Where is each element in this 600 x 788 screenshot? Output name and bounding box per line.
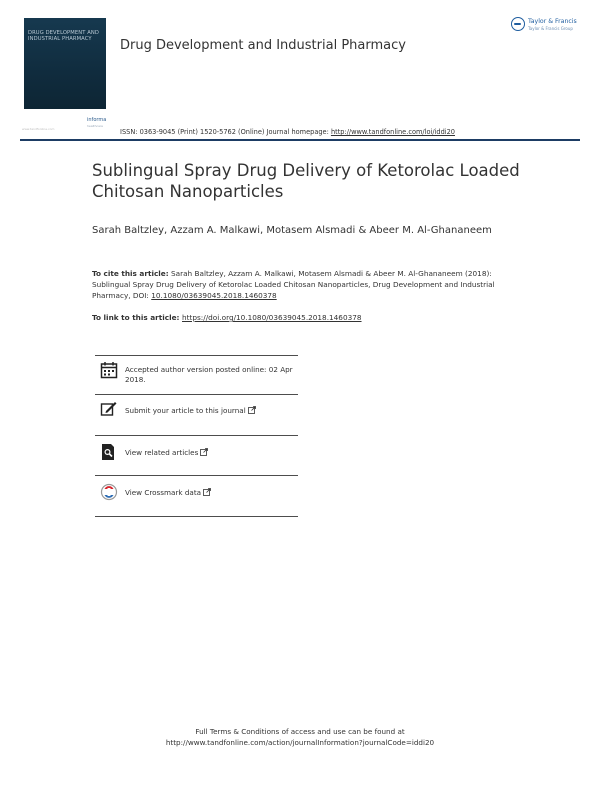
edit-icon: [100, 400, 118, 418]
crossmark-icon: [100, 483, 118, 501]
submit-article-label: Submit your article to this journal: [125, 406, 246, 415]
calendar-icon: [100, 361, 118, 379]
related-articles-label: View related articles: [125, 448, 199, 457]
informa-sub: healthcare: [87, 124, 103, 128]
external-link-icon: [203, 489, 211, 497]
logo-sub: Taylor & Francis Group: [528, 26, 573, 31]
box-divider: [95, 475, 298, 476]
footer-terms-link[interactable]: http://www.tandfonline.com/action/journalInformation?journalCode=iddi20: [165, 738, 435, 747]
crossmark-label: View Crossmark data: [125, 488, 202, 497]
logo-name: Taylor & Francis: [528, 18, 577, 25]
footer-line-1: Full Terms & Conditions of access and use can be found at: [195, 727, 405, 736]
box-divider: [95, 394, 298, 395]
article-title: Sublingual Spray Drug Delivery of Ketorolac Loaded Chitosan Nanoparticles: [92, 161, 520, 201]
journal-homepage-link[interactable]: http://www.tandfonline.com/loi/iddi20: [330, 128, 455, 136]
crossmark-link[interactable]: [125, 488, 297, 498]
external-link-icon: [200, 449, 208, 457]
box-divider: [95, 435, 298, 436]
logo-icon: [511, 17, 525, 31]
issn-text: ISSN: 0363-9045 (Print) 1520-5762 (Online) Journal homepage:: [120, 128, 331, 136]
informa-logo: informa: [87, 117, 107, 123]
doi-url-link[interactable]: https://doi.org/10.1080/03639045.2018.1460378: [182, 313, 362, 322]
submit-article-link[interactable]: [125, 406, 297, 416]
accepted-date-text: Accepted author version posted online: 02 Apr 2018.: [125, 365, 293, 384]
box-divider: [95, 516, 298, 517]
header-divider: [20, 139, 580, 141]
citation-block: [92, 268, 522, 301]
link-label: To link to this article:: [92, 313, 183, 322]
journal-cover-image: [24, 18, 106, 109]
footer: [0, 726, 600, 748]
issn-line: [120, 128, 455, 136]
document-search-icon: [100, 443, 118, 461]
related-articles-link[interactable]: [125, 448, 297, 458]
citation-text: Sarah Baltzley, Azzam A. Malkawi, Motasem Alsmadi & Abeer M. Al-Ghananeem (2018): Sublingual Spray Drug Delivery of Ketorolac Loaded Chitosan Nanoparticles, Drug Development and Industrial Pharmacy, DOI:: [92, 269, 495, 300]
cover-title: DRUG DEVELOPMENT AND INDUSTRIAL PHARMACY: [28, 30, 99, 43]
faint-url-text: www.tandfonline.com: [22, 127, 55, 131]
external-link-icon: [248, 407, 256, 415]
citation-doi-link[interactable]: 10.1080/03639045.2018.1460378: [151, 291, 277, 300]
journal-title[interactable]: Drug Development and Industrial Pharmacy: [120, 38, 406, 53]
citation-label: To cite this article:: [92, 269, 169, 278]
taylor-francis-logo[interactable]: [511, 17, 583, 37]
article-authors: Sarah Baltzley, Azzam A. Malkawi, Motasem Alsmadi & Abeer M. Al-Ghananeem: [92, 225, 492, 236]
link-line: [92, 313, 362, 322]
box-divider: [95, 355, 298, 356]
